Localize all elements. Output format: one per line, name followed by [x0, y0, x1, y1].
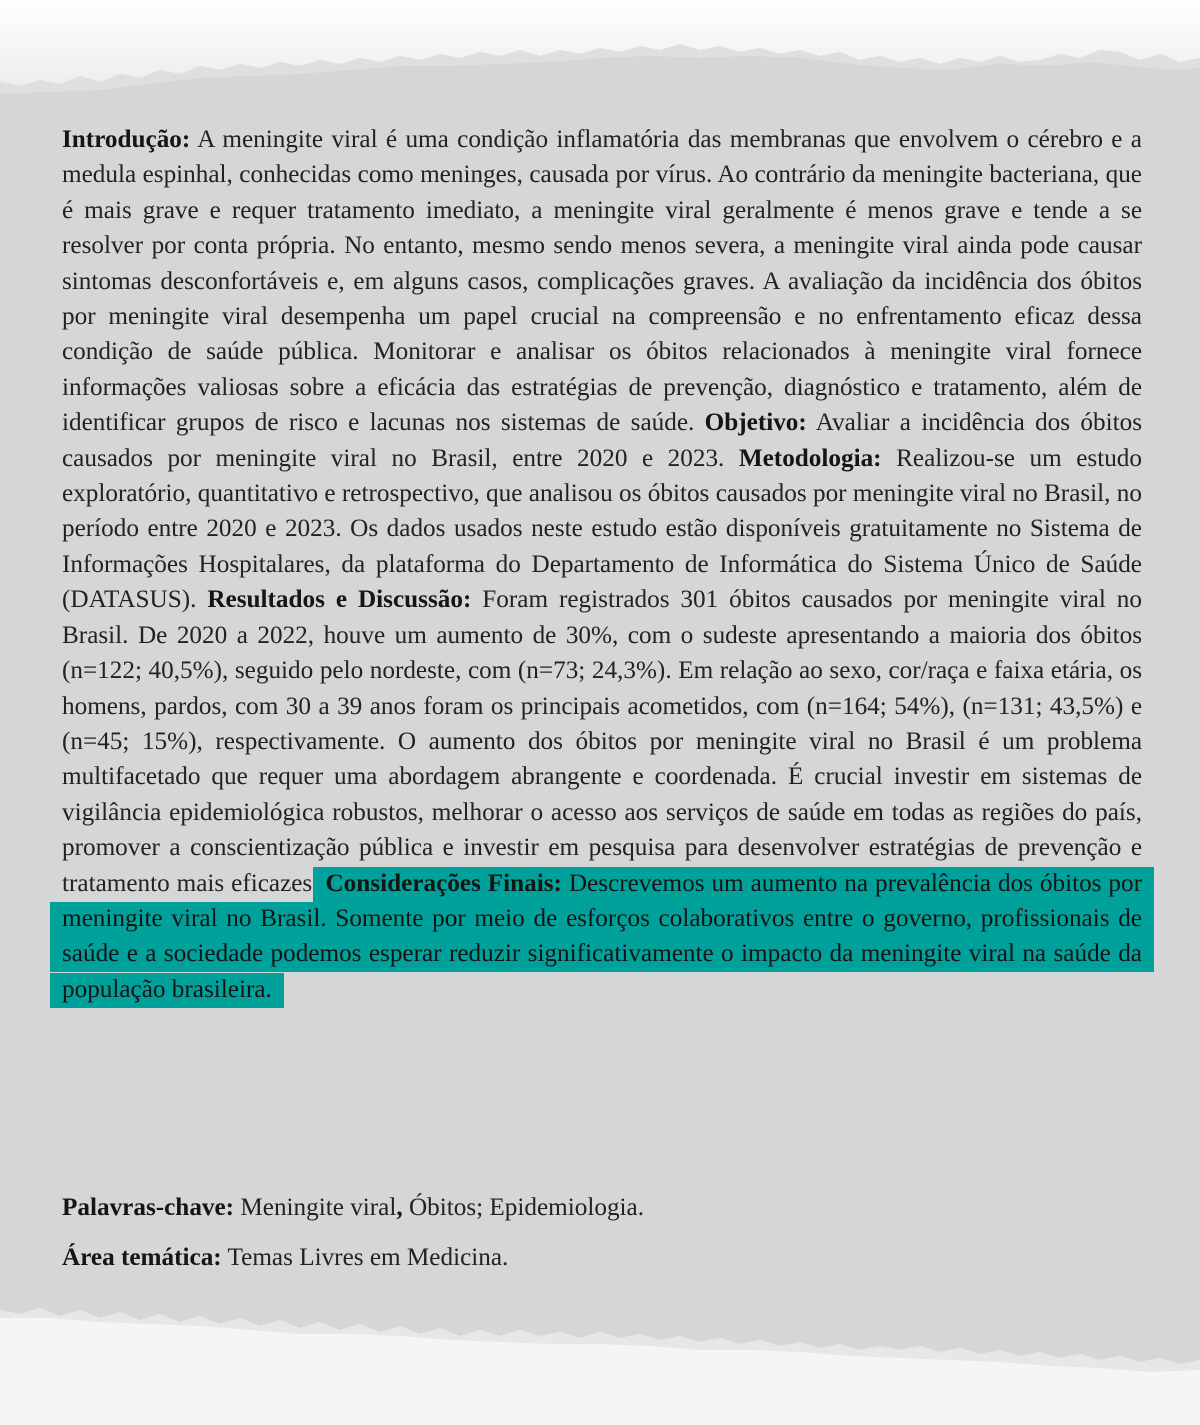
method-label: Metodologia:: [738, 444, 882, 472]
top-torn-edge: [0, 0, 1200, 86]
results-label: Resultados e Discussão:: [207, 586, 472, 614]
area-text: Temas Livres em Medicina.: [221, 1244, 509, 1271]
thematic-area-line: [62, 1240, 508, 1275]
bottom-torn-edge: [0, 1308, 1200, 1425]
intro-text: A meningite viral é uma condição inflamatória das membranas que envolvem o cérebro e a medula espinhal, conhecidas como meninges, causada por vírus. Ao contrário da meningite bacteriana, que é mais grave e requer tratamento imediato, a meningite viral geralmente é menos grave e tende a se resolver por conta própria. No entanto, mesmo sendo menos severa, a meningite viral ainda pode causar sintomas desconfortáveis e, em alguns casos, complicações graves. A avaliação da incidência dos óbitos por meningite viral desempenha um papel crucial na compreensão e no enfrentamento eficaz dessa condição de saúde pública. Monitorar e analisar os óbitos relacionados à meningite viral fornece informações valiosas sobre a eficácia das estratégias de prevenção, diagnóstico e tratamento, além de identificar grupos de risco e lacunas nos sistemas de saúde.: [62, 126, 1142, 437]
keywords-label: Palavras-chave:: [62, 1194, 235, 1221]
abstract-paragraph: [62, 122, 1142, 1007]
objective-label: Objetivo:: [704, 409, 807, 437]
keywords-text-2: Óbitos; Epidemiologia.: [402, 1194, 645, 1221]
final-text: Descrevemos um aumento na prevalência dos óbitos por meningite viral no Brasil. Somente por meio de esforços colaborativos entre o governo, profissionais de saúde e a sociedade podemos esperar reduzir significativamente o impacto da meningite viral na saúde da população brasileira.: [62, 869, 1142, 1003]
objective-text: Avaliar a incidência dos óbitos causados por meningite viral no Brasil, entre 2020 e 2023.: [62, 409, 1142, 472]
intro-label: Introdução:: [62, 126, 191, 153]
area-label: Área temática:: [62, 1244, 222, 1271]
keywords-comma: ,: [396, 1194, 403, 1221]
abstract-block: [62, 122, 1142, 1007]
keywords-line: [62, 1190, 644, 1225]
method-text: Realizou-se um estudo exploratório, quantitativo e retrospectivo, que analisou os óbitos causados por meningite viral no Brasil, no período entre 2020 e 2023. Os dados usados neste estudo estão disponíveis gratuitamente no Sistema de Informações Hospitalares, da plataforma do Departamento de Informática do Sistema Único de Saúde (DATASUS).: [62, 444, 1142, 614]
final-label: Considerações Finais:: [325, 869, 562, 897]
keywords-text-1: Meningite viral: [234, 1194, 397, 1221]
results-text: Foram registrados 301 óbitos causados por meningite viral no Brasil. De 2020 a 2022, houve um aumento de 30%, com o sudeste apresentando a maioria dos óbitos (n=122; 40,5%), seguido pelo nordeste, com (n=73; 24,3%). Em relação ao sexo, cor/raça e faixa etária, os homens, pardos, com 30 a 39 anos foram os principais acometidos, com (n=164; 54%), (n=131; 43,5%) e (n=45; 15%), respectivamente. O aumento dos óbitos por meningite viral no Brasil é um problema multifacetado que requer uma abordagem abrangente e coordenada. É crucial investir em sistemas de vigilância epidemiológica robustos, melhorar o acesso aos serviços de saúde em todas as regiões do país, promover a conscientização pública e investir em pesquisa para desenvolver estratégias de prevenção e tratamento mais eficazes.: [62, 586, 1142, 897]
